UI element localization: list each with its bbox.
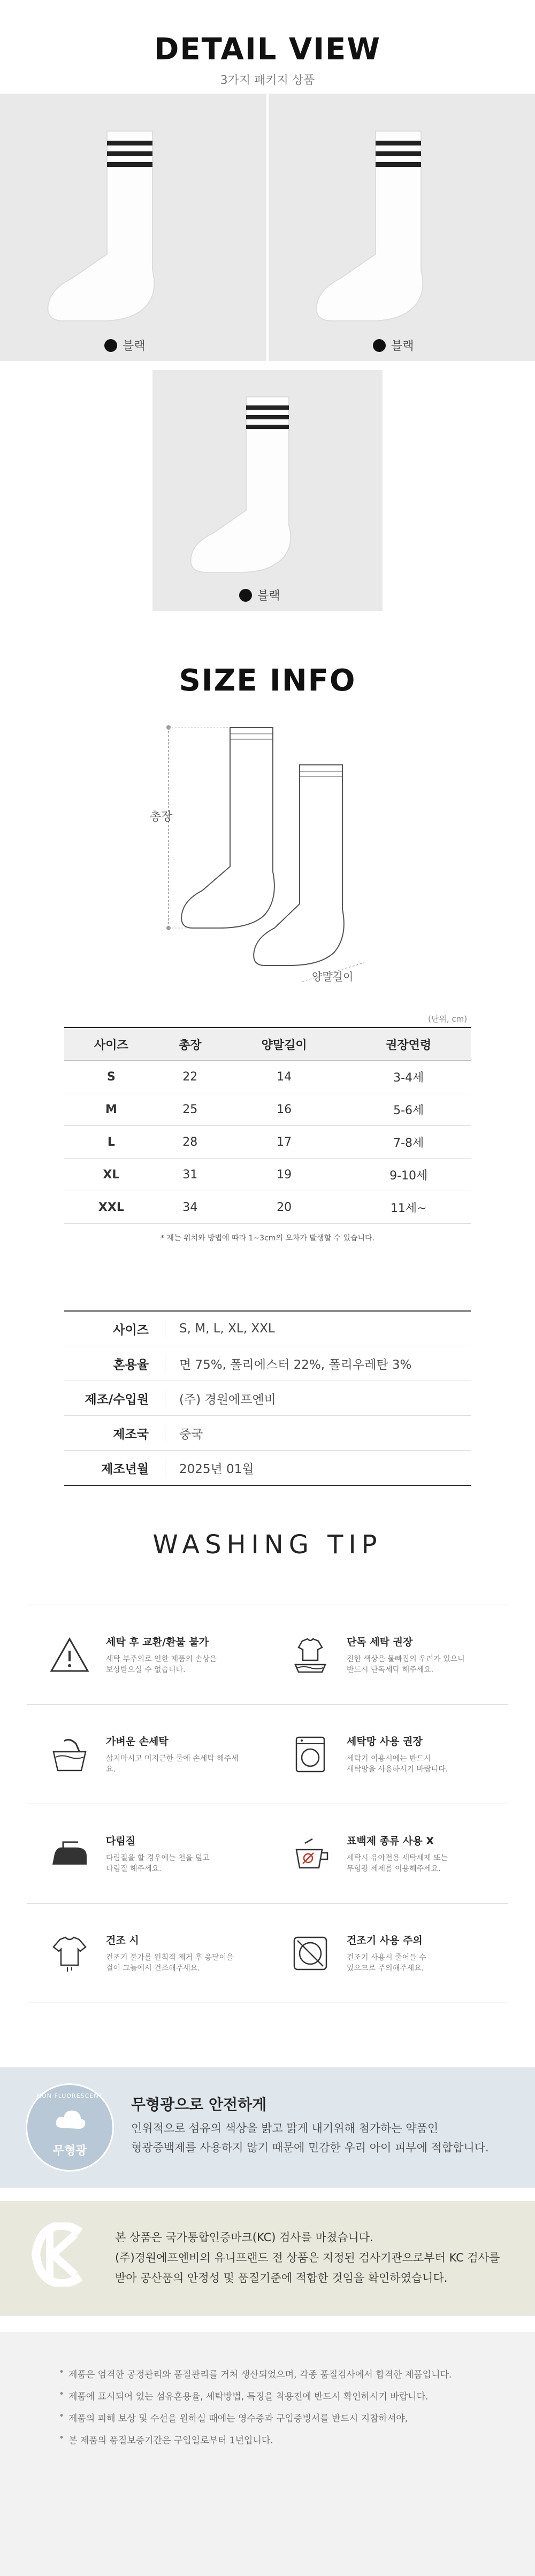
washing-header <box>0 1530 535 1560</box>
info-value: S, M, L, XL, XXL <box>179 1322 275 1336</box>
color-swatch-2 <box>373 337 414 354</box>
iron-icon <box>48 1833 91 1875</box>
cloud-icon <box>54 2107 86 2132</box>
wash-item-title: 단독 세탁 권장 <box>347 1636 413 1648</box>
kc-mark <box>29 2222 91 2287</box>
single-wash-icon <box>289 1634 332 1676</box>
sock-illustration <box>269 94 535 361</box>
col-length: 총장 <box>158 1028 222 1061</box>
wash-item-title: 세탁 후 교환/환불 불가 <box>106 1636 209 1648</box>
size-note: * 재는 위치와 방법에 따라 1~3cm의 오차가 발생할 수 있습니다. <box>160 1234 374 1243</box>
hand-wash-icon <box>48 1733 91 1776</box>
black-color-dot <box>104 339 117 352</box>
kc-banner <box>0 2201 535 2316</box>
wash-item-title: 건조 시 <box>106 1934 139 1946</box>
color-label: 블랙 <box>257 589 280 603</box>
badge-top-text: NON FLUORESCENT <box>36 2092 103 2099</box>
list-item: • 제품의 피해 보상 및 수선을 원하실 때에는 영수증과 구입증빙서를 반드시 지참하셔야, <box>59 2411 498 2424</box>
notes-section <box>0 2332 535 2576</box>
cell: S <box>64 1061 158 1093</box>
wash-item <box>268 1705 508 1804</box>
list-item: • 제품은 엄격한 공정관리와 품질관리를 거쳐 생산되었으며, 각종 품질검사에서 합격한 제품입니다. <box>59 2367 498 2380</box>
table-row <box>64 1126 471 1159</box>
cell: 28 <box>158 1126 222 1159</box>
detail-subtitle: 3가지 패키지 상품 <box>220 74 315 87</box>
table-row <box>64 1191 471 1224</box>
cell: L <box>64 1126 158 1159</box>
size-diagram-drawing <box>0 711 535 990</box>
cell: M <box>64 1093 158 1126</box>
fluorescent-desc-2: 형광증백제를 사용하지 않기 때문에 민감한 우리 아이 피부에 적합합니다. <box>131 2141 489 2154</box>
black-color-dot <box>239 589 252 602</box>
cell: 3-4세 <box>346 1061 471 1093</box>
cell: 9-10세 <box>346 1159 471 1191</box>
wash-item <box>268 1804 508 1903</box>
wash-item-title: 표백제 종류 사용 X <box>347 1835 434 1847</box>
color-swatch-3 <box>239 587 280 603</box>
product-info-table <box>64 1310 471 1486</box>
non-fluorescent-banner <box>0 2067 535 2188</box>
wash-item-title: 건조기 사용 주의 <box>347 1934 423 1946</box>
col-sock-length: 양말길이 <box>222 1028 347 1061</box>
info-value: 중국 <box>179 1427 203 1442</box>
cell: 16 <box>222 1093 347 1126</box>
color-label: 블랙 <box>123 340 146 353</box>
wash-item <box>27 1904 268 2003</box>
cell: 5-6세 <box>346 1093 471 1126</box>
list-item: • 제품에 표시되어 있는 섬유혼용율, 세탁방법, 특징을 착용전에 반드시 확인하시기 바랍니다. <box>59 2389 498 2402</box>
wash-item <box>27 1705 268 1804</box>
wash-item <box>268 1605 508 1704</box>
cell: 7-8세 <box>346 1126 471 1159</box>
no-dryer-icon <box>289 1932 332 1975</box>
size-diagram <box>0 711 535 990</box>
detail-header <box>0 32 535 88</box>
cell: 20 <box>222 1191 347 1224</box>
kc-line-1: 본 상품은 국가통합인증마크(KC) 검사를 마쳤습니다. <box>115 2231 373 2244</box>
wash-item-desc: 세탁시 유아전용 세탁세제 또는 무형광 세제를 이용해주세요. <box>347 1853 448 1873</box>
info-row <box>64 1346 471 1381</box>
wash-item-desc: 건조기 불가를 원칙적 제거 후 응달이을 걸어 그늘에서 건조해주세요. <box>106 1953 234 1973</box>
info-row <box>64 1416 471 1451</box>
detail-title: DETAIL VIEW <box>154 32 381 67</box>
wash-item-desc: 진한 색상은 물빠짐의 우려가 있으니 반드시 단독세탁 해주세요. <box>347 1654 465 1674</box>
info-value: (주) 경원에프엔비 <box>179 1392 276 1407</box>
fluorescent-title: 무형광으로 안전하게 <box>131 2096 267 2113</box>
wash-item <box>27 1605 268 1704</box>
info-key: 제조/수입원 <box>64 1390 165 1407</box>
col-size: 사이즈 <box>64 1028 158 1061</box>
wash-item-title: 가벼운 손세탁 <box>106 1735 169 1747</box>
washing-grid <box>27 1605 508 2003</box>
wash-item-title: 세탁망 사용 권장 <box>347 1735 423 1747</box>
wash-item-title: 다림질 <box>106 1835 136 1847</box>
cell: XXL <box>64 1191 158 1224</box>
size-table-header <box>64 1028 471 1061</box>
cell: 17 <box>222 1126 347 1159</box>
width-label: 양말길이 <box>312 970 354 983</box>
cell: 25 <box>158 1093 222 1126</box>
cell: 19 <box>222 1159 347 1191</box>
cell: 31 <box>158 1159 222 1191</box>
wash-item-desc: 삶지마시고 미지근한 물에 손세탁 해주세요. <box>106 1754 239 1774</box>
cell: 14 <box>222 1061 347 1093</box>
kc-line-2: (주)경원에프엔비의 유니프랜드 전 상품은 지정된 검사기관으로부터 KC 검사를 <box>115 2251 500 2264</box>
wash-row <box>27 1904 508 2003</box>
washing-machine-icon <box>289 1733 332 1776</box>
wash-row <box>27 1705 508 1804</box>
product-image-3 <box>152 370 383 611</box>
color-swatch-1 <box>104 337 146 354</box>
wash-item <box>27 1804 268 1903</box>
list-item: • 본 제품의 품질보증기간은 구입일로부터 1년입니다. <box>59 2433 498 2446</box>
no-bleach-icon <box>289 1833 332 1875</box>
info-key: 제조국 <box>64 1424 165 1442</box>
washing-title: WASHING TIP <box>152 1530 383 1560</box>
size-info-header <box>0 663 535 698</box>
info-key: 제조년월 <box>64 1459 165 1477</box>
length-label: 총장 <box>150 810 173 824</box>
wash-row <box>27 1605 508 1705</box>
wash-item-desc: 건조기 사용시 줄어들 수 있으므로 주의해주세요. <box>347 1953 426 1973</box>
color-label: 블랙 <box>391 340 414 353</box>
info-row <box>64 1451 471 1485</box>
non-fluorescent-badge <box>26 2083 114 2172</box>
warning-icon <box>48 1634 91 1676</box>
wash-item-desc: 다림질을 할 경우에는 천을 덮고 다림질 해주세요. <box>106 1853 210 1873</box>
sock-illustration <box>152 370 383 611</box>
info-key: 사이즈 <box>64 1320 165 1338</box>
badge-bottom-text: 무형광 <box>52 2144 87 2158</box>
info-row <box>64 1381 471 1416</box>
wash-row <box>27 1804 508 1904</box>
unit-label: (단위, cm) <box>428 1014 468 1024</box>
kc-line-3: 받아 공산품의 안정성 및 품질기준에 적합한 것임을 확인하였습니다. <box>115 2272 448 2284</box>
table-row <box>64 1159 471 1191</box>
sock-illustration <box>0 94 266 361</box>
wash-item-desc: 세탁 부주의로 인한 제품의 손상은 보상받으실 수 없습니다. <box>106 1654 217 1674</box>
wash-item <box>268 1904 508 2003</box>
product-image-2 <box>269 94 535 361</box>
product-image-1 <box>0 94 266 361</box>
col-age: 권장연령 <box>346 1028 471 1061</box>
info-value: 2025년 01월 <box>179 1462 254 1476</box>
kc-certification-icon <box>29 2222 91 2287</box>
product-info-wrap <box>0 1310 535 1486</box>
size-table <box>64 1027 471 1224</box>
black-color-dot <box>373 339 386 352</box>
dry-icon <box>48 1932 91 1975</box>
info-value: 면 75%, 폴리에스터 22%, 폴리우레탄 3% <box>179 1358 412 1372</box>
size-table-wrap <box>0 1027 535 1243</box>
wash-item-desc: 세탁기 이용시에는 반드시 세탁망을 사용하시기 바랍니다. <box>347 1754 448 1774</box>
cell: 34 <box>158 1191 222 1224</box>
info-row <box>64 1312 471 1346</box>
table-row <box>64 1061 471 1093</box>
notes-list <box>59 2367 498 2455</box>
cell: 22 <box>158 1061 222 1093</box>
table-row <box>64 1093 471 1126</box>
info-key: 혼용율 <box>64 1355 165 1373</box>
fluorescent-desc-1: 인위적으로 섬유의 색상을 밝고 맑게 내기위해 첨가하는 약품인 <box>131 2122 439 2135</box>
size-info-title: SIZE INFO <box>179 663 356 698</box>
cell: XL <box>64 1159 158 1191</box>
cell: 11세~ <box>346 1191 471 1224</box>
